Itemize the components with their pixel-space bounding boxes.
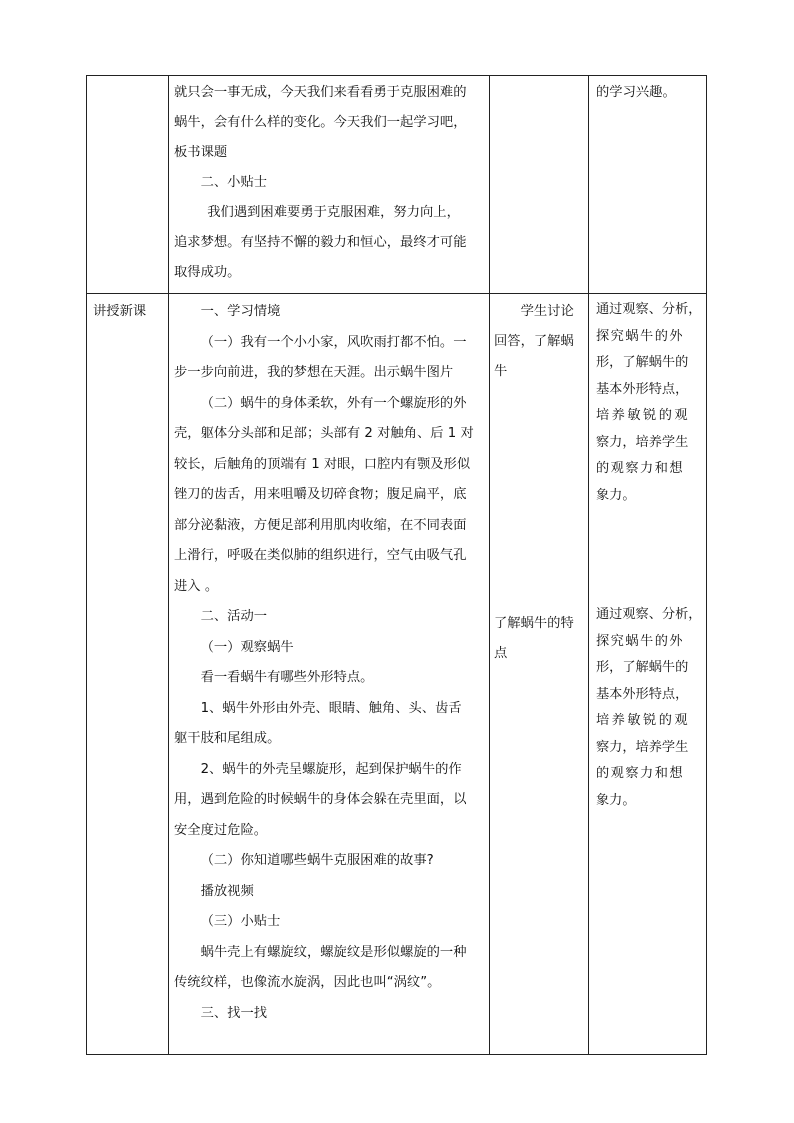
text-line: 探究蜗牛的外 — [596, 633, 685, 649]
student-activity-cell-1 — [494, 297, 588, 387]
text-line: 象力。 — [596, 487, 636, 503]
subsection-heading: （二）你知道哪些蜗牛克服困难的故事? — [200, 853, 434, 868]
text-line: 察力，培养学生 — [596, 739, 689, 755]
text-line: 点 — [494, 646, 508, 661]
text-line: 躯干肢和尾组成。 — [174, 731, 281, 746]
text-line: 的学习兴趣。 — [596, 85, 676, 100]
text-line: （二）蜗牛的身体柔软，外有一个螺旋形的外 — [200, 395, 467, 411]
table-border-bottom — [86, 1054, 707, 1055]
design-intent-cell-2 — [596, 602, 704, 814]
text-line: 形，了解蜗牛的 — [596, 355, 689, 370]
design-intent-cell-1 — [596, 297, 704, 509]
text-line: 部分泌黏液，方便足部利用肌肉收缩，在不同表面 — [174, 517, 467, 533]
text-line: 通过观察、分析， — [596, 607, 702, 622]
text-line: 探究蜗牛的外 — [596, 328, 685, 344]
text-line: 用，遇到危险的时候蜗牛的身体会躲在壳里面，以 — [174, 792, 467, 807]
text-line: 取得成功。 — [174, 265, 241, 280]
text-line: 追求梦想。有坚持不懈的毅力和恒心，最终才可能 — [174, 235, 467, 250]
stage-label-cell — [93, 297, 167, 327]
text-line: 传统纹样，也像流水旋涡，因此也叫“涡纹”。 — [174, 975, 441, 990]
text-line: 看一看蜗牛有哪些外形特点。 — [200, 670, 374, 685]
subsection-heading: （三）小贴士 — [200, 914, 281, 929]
table-border-left — [86, 75, 87, 1055]
text-line: 学生讨论 — [520, 304, 574, 319]
text-line: 牛 — [494, 364, 508, 379]
table-border-top — [86, 75, 707, 76]
text-line: 蜗牛壳上有螺旋纹，螺旋纹是形似螺旋的一种 — [200, 944, 467, 960]
text-line: 较长，后触角的顶端有 1 对眼，口腔内有颚及形似 — [174, 456, 471, 472]
text-line: （一）我有一个小小家，风吹雨打都不怕。一 — [200, 334, 467, 350]
subsection-heading: （一）观察蜗牛 — [200, 639, 294, 655]
row1-intent-cell — [596, 78, 704, 108]
text-line: 板书课题 — [174, 145, 228, 160]
row1-content-cell — [174, 78, 484, 288]
text-line: 了解蜗牛的特 — [494, 616, 574, 631]
text-line: 壳，躯体分头部和足部；头部有 2 对触角、后 1 对 — [174, 426, 474, 441]
text-line: 察力，培养学生 — [596, 434, 689, 450]
section-heading: 二、活动一 — [200, 609, 268, 624]
text-line: 通过观察、分析， — [596, 302, 702, 317]
text-line: 播放视频 — [200, 883, 254, 899]
text-line: 象力。 — [596, 792, 636, 808]
section-heading: 三、找一找 — [200, 1005, 268, 1021]
text-line: 形，了解蜗牛的 — [596, 660, 689, 675]
text-line: 蜗牛，会有什么样的变化。今天我们一起学习吧， — [174, 115, 467, 130]
text-line: 1、蜗牛外形由外壳、眼睛、触角、头、齿舌 — [200, 700, 462, 716]
section-heading: 一、学习情境 — [200, 304, 281, 319]
text-line: 我们遇到困难要勇于克服困难，努力向上， — [207, 205, 460, 220]
column-divider-3 — [588, 75, 589, 1055]
text-line: 的观察力和想 — [596, 766, 685, 781]
text-line: 基本外形特点， — [596, 381, 689, 397]
section-heading: 二、小贴士 — [200, 175, 268, 190]
text-line: 的观察力和想 — [596, 461, 685, 476]
student-activity-cell-2 — [494, 609, 588, 669]
row2-content-cell — [174, 297, 484, 1029]
text-line: 培养敏锐的观 — [596, 713, 691, 728]
table-border-right — [706, 75, 707, 1055]
text-line: 基本外形特点， — [596, 686, 689, 702]
text-line: 上滑行，呼吸在类似肺的组织进行，空气由吸气孔 — [174, 548, 467, 563]
column-divider-1 — [168, 75, 169, 1055]
text-line: 锉刀的齿舌，用来咀嚼及切碎食物；腹足扁平，底 — [174, 487, 467, 502]
text-line: 回答，了解蜗 — [494, 334, 574, 349]
text-line: 安全度过危险。 — [174, 822, 268, 838]
text-line: 2、蜗牛的外壳呈螺旋形，起到保护蜗牛的作 — [200, 761, 462, 777]
lesson-plan-table — [86, 75, 707, 1055]
text-line: 就只会一事无成，今天我们来看看勇于克服困难的 — [174, 85, 467, 100]
text-line: 进入 。 — [174, 578, 219, 594]
text-line: 培养敏锐的观 — [596, 408, 691, 423]
column-divider-2 — [489, 75, 490, 1055]
row-divider — [86, 293, 707, 294]
text-line: 步一步向前进，我的梦想在天涯。出示蜗牛图片 — [174, 365, 454, 380]
stage-label: 讲授新课 — [93, 304, 147, 319]
